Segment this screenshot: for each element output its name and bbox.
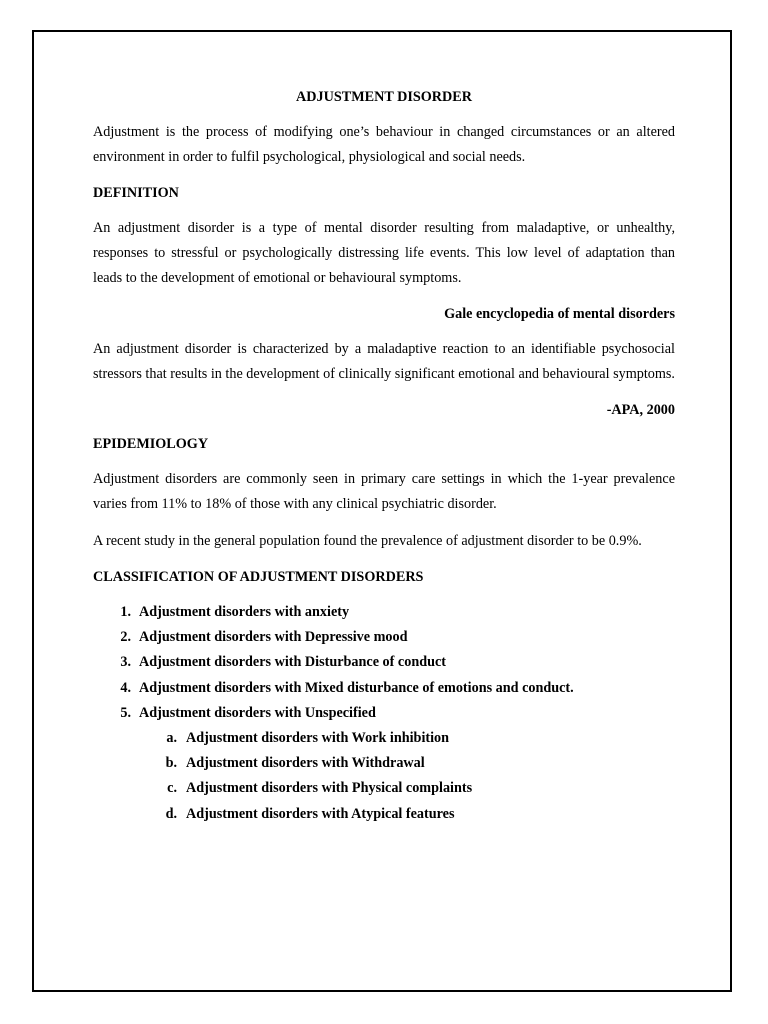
sublist-item-text: Adjustment disorders with Physical complaints (186, 780, 473, 797)
sublist-item-text: Adjustment disorders with Withdrawal (186, 755, 425, 772)
list-item-text: Adjustment disorders with Depressive mood (139, 629, 408, 646)
list-item-text: Adjustment disorders with Disturbance of conduct (139, 654, 447, 671)
sublist-item (93, 776, 675, 801)
sublist-item (93, 751, 675, 776)
list-item (93, 600, 675, 625)
list-item-text: Adjustment disorders with Unspecified (139, 704, 376, 721)
list-item (93, 676, 675, 701)
document-body (93, 86, 675, 827)
list-item-number: 5. (120, 704, 131, 721)
sublist-item-letter: b. (165, 755, 177, 772)
list-item-number: 1. (120, 604, 131, 620)
sublist-item-letter: c. (167, 780, 177, 797)
list-item (93, 625, 675, 650)
sublist-item (93, 726, 675, 751)
list-item (93, 701, 675, 726)
epidemiology-heading: EPIDEMIOLOGY (93, 436, 209, 452)
epidemiology-paragraph-2: A recent study in the general population found the prevalence of adjustment disorder to be 0.9%. (93, 533, 642, 549)
list-item-text: Adjustment disorders with Mixed disturbance of emotions and conduct. (139, 679, 574, 696)
classification-list (93, 600, 675, 726)
list-item-number: 3. (120, 654, 131, 671)
unspecified-sublist (93, 726, 675, 827)
sublist-item-text: Adjustment disorders with Work inhibition (186, 730, 450, 747)
list-item-number: 4. (120, 679, 131, 696)
sublist-item-text: Adjustment disorders with Atypical features (186, 805, 455, 822)
definition-paragraph-2: An adjustment disorder is characterized by a maladaptive reaction to an identifiable psychosocial stressors that results in the development of clinically significant emotional and behavioural symptoms. (93, 341, 675, 382)
classification-heading: CLASSIFICATION OF ADJUSTMENT DISORDERS (93, 569, 424, 585)
citation-gale: Gale encyclopedia of mental disorders (444, 306, 675, 322)
intro-paragraph: Adjustment is the process of modifying one’s behaviour in changed circumstances or an altered environment in order to fulfil psychological, physiological and social needs. (93, 124, 675, 165)
citation-apa: -APA, 2000 (606, 402, 675, 418)
document-title: ADJUSTMENT DISORDER (296, 89, 472, 105)
list-item-number: 2. (120, 629, 131, 646)
epidemiology-paragraph-1: Adjustment disorders are commonly seen in primary care settings in which the 1-year prevalence varies from 11% to 18% of those with any clinical psychiatric disorder. (93, 471, 675, 512)
sublist-item-letter: a. (166, 730, 177, 747)
definition-paragraph-1: An adjustment disorder is a type of mental disorder resulting from maladaptive, or unhealthy, responses to stressful or psychologically distressing life events. This low level of adaptation than leads to the development of emotional or behavioural symptoms. (93, 220, 675, 286)
list-item (93, 650, 675, 675)
sublist-item-letter: d. (165, 805, 177, 822)
list-item-text: Adjustment disorders with anxiety (139, 604, 350, 620)
definition-heading: DEFINITION (93, 185, 179, 201)
sublist-item (93, 802, 675, 827)
